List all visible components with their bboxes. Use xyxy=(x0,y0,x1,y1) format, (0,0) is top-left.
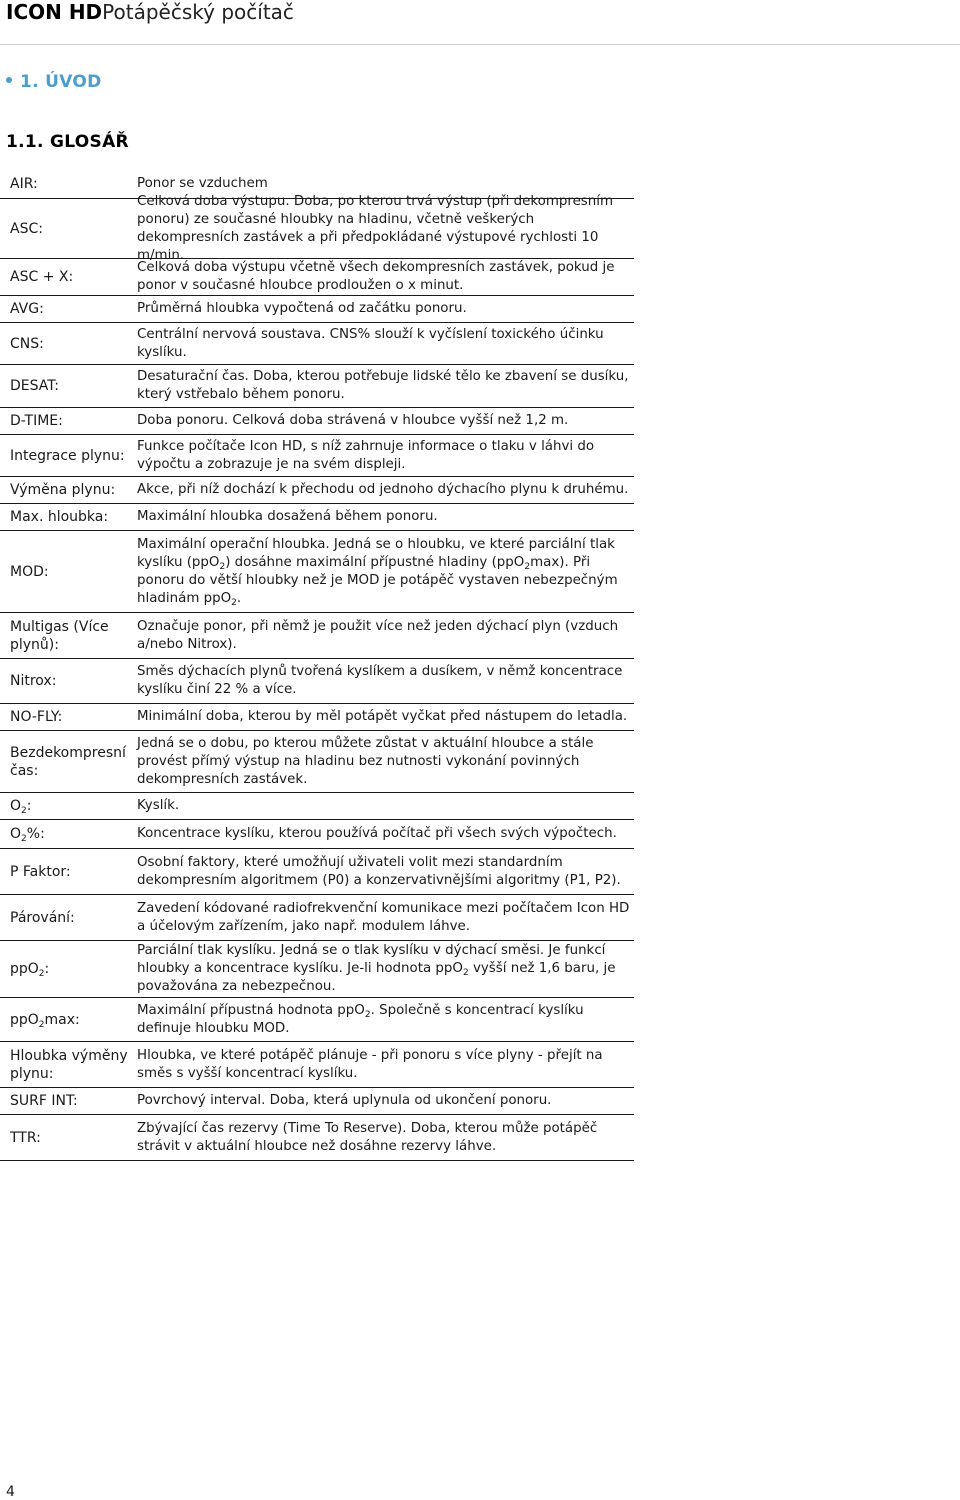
text-segment: vyšší než 1,6 baru, je považována za nebezpečnou. xyxy=(137,961,616,994)
glossary-definition xyxy=(137,998,634,1041)
glossary-definition: Zbývající čas rezervy (Time To Reserve). Doba, kterou může potápěč strávit v aktuální hloubce než dosáhne rezervy láhve. xyxy=(137,1120,598,1154)
text-segment: ppO xyxy=(10,961,39,977)
glossary-row xyxy=(0,613,634,659)
glossary-term xyxy=(0,1011,137,1029)
glossary-term: MOD: xyxy=(10,563,49,580)
text-segment: : xyxy=(26,798,32,814)
header-brand: ICON HD xyxy=(6,0,103,24)
glossary-term: Bezdekompresní čas: xyxy=(10,744,126,779)
glossary-row xyxy=(0,659,634,704)
glossary-row xyxy=(0,1115,634,1161)
page-header xyxy=(6,0,294,24)
page-number: 4 xyxy=(6,1484,15,1500)
subscript: 2 xyxy=(21,806,27,816)
glossary-definition: Průměrná hloubka vypočtená od začátku ponoru. xyxy=(137,301,467,316)
glossary-row xyxy=(0,531,634,613)
glossary-row xyxy=(0,793,634,820)
glossary-row xyxy=(0,998,634,1042)
text-segment: O xyxy=(10,826,22,842)
glossary-term xyxy=(0,825,137,843)
glossary-row xyxy=(0,1042,634,1088)
text-segment: : xyxy=(44,961,50,977)
glossary-definition: Doba ponoru. Celková doba strávená v hloubce vyšší než 1,2 m. xyxy=(137,413,569,428)
glossary-term xyxy=(0,797,137,815)
glossary-row xyxy=(0,820,634,849)
glossary-definition: Akce, při níž dochází k přechodu od jednoho dýchacího plynu k druhému. xyxy=(137,482,629,497)
glossary-definition xyxy=(137,939,634,1000)
glossary-definition: Minimální doba, kterou by měl potápět vyčkat před nástupem do letadla. xyxy=(137,709,628,724)
text-segment: ) dosáhne maximální přípustné hladiny (ppO xyxy=(225,554,525,570)
bullet-icon xyxy=(6,77,12,83)
subscript: 2 xyxy=(38,969,45,979)
glossary-definition: Povrchový interval. Doba, která uplynula od ukončení ponoru. xyxy=(137,1093,552,1108)
subscript: 2 xyxy=(364,1009,371,1020)
glossary-row xyxy=(0,704,634,731)
glossary-definition: Osobní faktory, které umožňují uživateli volit mezi standardním dekompresním algoritmem (P0) a konzervativnějšími algoritmy (P1, P2). xyxy=(137,854,621,888)
glossary-definition: Centrální nervová soustava. CNS% slouží k vyčíslení toxického účinku kyslíku. xyxy=(137,326,604,360)
glossary-term: D-TIME: xyxy=(10,413,63,429)
text-segment: O xyxy=(10,798,22,814)
glossary-definition: Jedná se o dobu, po kterou můžete zůstat v aktuální hloubce a stále provést přímý výstup na hladinu bez nutnosti vykonání povinných dekompresních zastávek. xyxy=(137,735,594,787)
text-segment: . Společně s koncentrací kyslíku definuje hloubku MOD. xyxy=(137,1002,584,1036)
glossary-term: ASC + X: xyxy=(10,269,74,285)
text-segment: Maximální přípustná hodnota ppO xyxy=(137,1002,365,1018)
header-divider xyxy=(0,44,960,45)
glossary-row xyxy=(0,477,634,504)
text-segment: ppO xyxy=(10,1011,39,1028)
glossary-term: Výměna plynu: xyxy=(10,482,116,498)
text-segment: %: xyxy=(26,826,45,842)
section-title: 1.1. GLOSÁŘ xyxy=(6,132,129,152)
glossary-term: AVG: xyxy=(10,301,44,317)
glossary-row xyxy=(0,323,634,365)
glossary-row xyxy=(0,849,634,895)
header-subtitle: Potápěčský počítač xyxy=(102,0,294,24)
glossary-row xyxy=(0,408,634,435)
glossary-table xyxy=(0,170,634,1161)
text-segment: . xyxy=(236,590,242,606)
subscript: 2 xyxy=(462,968,469,978)
glossary-term: DESAT: xyxy=(10,378,59,394)
glossary-term: SURF INT: xyxy=(10,1093,78,1109)
text-segment: max: xyxy=(44,1011,80,1028)
glossary-term: Max. hloubka: xyxy=(10,509,109,525)
glossary-definition: Celková doba výstupu včetně všech dekompresních zastávek, pokud je ponor v současné hloubce prodloužen o x minut. xyxy=(137,260,615,293)
glossary-definition: Označuje ponor, při němž je použit více než jeden dýchací plyn (vzduch a/nebo Nitrox). xyxy=(137,618,619,652)
glossary-term: NO-FLY: xyxy=(10,709,63,725)
glossary-row xyxy=(0,259,634,296)
glossary-definition: Koncentrace kyslíku, kterou používá počítač při všech svých výpočtech. xyxy=(137,826,617,841)
subscript: 2 xyxy=(38,1019,45,1030)
glossary-definition: Směs dýchacích plynů tvořená kyslíkem a dusíkem, v němž koncentrace kyslíku činí 22 % a více. xyxy=(137,664,623,697)
glossary-definition xyxy=(137,532,634,611)
glossary-term: TTR: xyxy=(10,1129,41,1146)
glossary-definition: Maximální hloubka dosažená během ponoru. xyxy=(137,509,438,524)
subscript: 2 xyxy=(524,561,531,572)
glossary-term: CNS: xyxy=(10,335,44,352)
glossary-definition: Funkce počítače Icon HD, s níž zahrnuje informace o tlaku v láhvi do výpočtu a zobrazuje je na svém displeji. xyxy=(137,438,595,472)
glossary-term: Hloubka výměny plynu: xyxy=(10,1047,128,1082)
glossary-definition: Zavedení kódované radiofrekvenční komunikace mezi počítačem Icon HD a účelovým zařízením, jako např. modulem láhve. xyxy=(137,900,630,934)
glossary-row xyxy=(0,731,634,793)
glossary-definition: Ponor se vzduchem xyxy=(137,176,268,191)
glossary-term: Integrace plynu: xyxy=(10,447,125,464)
subscript: 2 xyxy=(219,561,226,572)
text-segment: max). Při ponoru do větší hloubky než je MOD je potápěč vystaven nebezpečným hladinám ppO xyxy=(137,554,618,606)
glossary-row xyxy=(0,504,634,531)
glossary-row xyxy=(0,296,634,323)
glossary-row xyxy=(0,193,634,263)
glossary-term xyxy=(0,960,137,978)
glossary-definition: Celková doba výstupu. Doba, po kterou trvá výstup (při dekompresním ponoru) ze současné hloubky na hladinu, včetně veškerých dekompresních zastávek a při předpokládané výstupové rychlosti 10 m/min. xyxy=(137,193,614,263)
glossary-row xyxy=(0,1088,634,1115)
glossary-term: Nitrox: xyxy=(10,673,57,689)
glossary-definition: Kyslík. xyxy=(137,798,180,813)
text-segment: Maximální operační hloubka. Jedná se o hloubku, ve které parciální tlak kyslíku (ppO xyxy=(137,536,615,570)
glossary-term: P Faktor: xyxy=(10,863,71,880)
glossary-term: ASC: xyxy=(10,220,43,237)
glossary-term: Párování: xyxy=(10,909,75,926)
toc-item-label: 1. ÚVOD xyxy=(20,72,102,92)
glossary-definition: Desaturační čas. Doba, kterou potřebuje lidské tělo ke zbavení se dusíku, který vstřebalo během ponoru. xyxy=(137,369,629,402)
text-segment: Parciální tlak kyslíku. Jedná se o tlak kyslíku v dýchací směsi. Je funkcí hloubky a koncentrace kyslíku. Je-li hodnota ppO xyxy=(137,943,606,976)
glossary-term: AIR: xyxy=(10,176,38,192)
glossary-row xyxy=(0,435,634,477)
toc-item xyxy=(6,72,102,92)
glossary-row xyxy=(0,895,634,941)
subscript: 2 xyxy=(231,597,237,608)
glossary-definition: Hloubka, ve které potápěč plánuje - při ponoru s více plyny - přejít na směs s vyšší koncentrací kyslíku. xyxy=(137,1047,603,1081)
glossary-row xyxy=(0,941,634,998)
glossary-row xyxy=(0,365,634,408)
subscript: 2 xyxy=(21,834,27,844)
glossary-term: Multigas (Více plynů): xyxy=(10,618,109,653)
